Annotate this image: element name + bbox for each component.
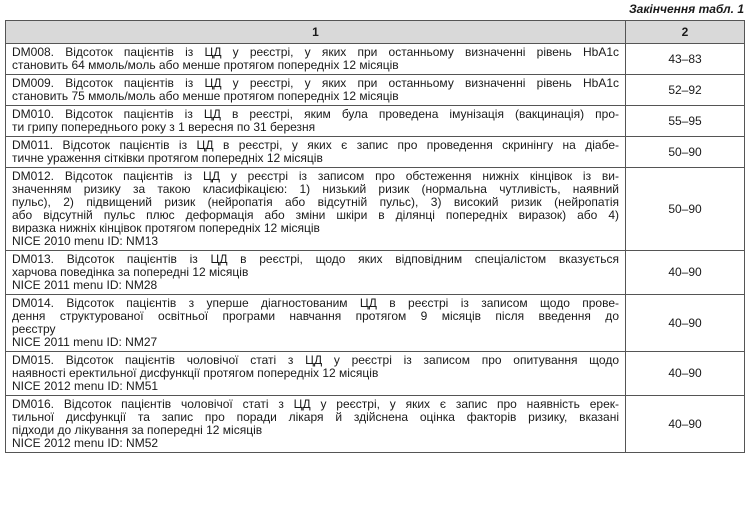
table-row	[6, 352, 745, 396]
indicator-description	[6, 396, 626, 453]
target-range: 40–90	[626, 251, 745, 295]
description-line: DM008. Відсоток пацієнтів із ЦД у реєстрі, у яких при останньому визначенні рівень HbA1c	[12, 46, 619, 59]
target-range: 40–90	[626, 295, 745, 352]
nice-menu-id: NICE 2012 menu ID: NM52	[12, 437, 159, 450]
table-row	[6, 75, 745, 106]
table-row	[6, 295, 745, 352]
description-line: становить 64 ммоль/моль або менше протягом попередніх 12 місяців	[12, 59, 399, 72]
table-row	[6, 106, 745, 137]
table-row	[6, 396, 745, 453]
nice-menu-id: NICE 2012 menu ID: NM51	[12, 380, 159, 393]
table-row	[6, 168, 745, 251]
indicator-description	[6, 75, 626, 106]
table-caption: Закінчення табл. 1	[628, 2, 744, 16]
description-line: підходи до лікування за попередні 12 місяців	[12, 424, 263, 437]
indicators-table	[5, 20, 745, 453]
table-body	[6, 44, 745, 453]
nice-menu-id: NICE 2011 menu ID: NM28	[12, 279, 158, 292]
column-header-2: 2	[626, 21, 745, 44]
indicator-description	[6, 251, 626, 295]
indicator-description	[6, 44, 626, 75]
description-line: DM013. Відсоток пацієнтів із ЦД в реєстрі, щодо яких відповідним спеціалістом вказується	[12, 253, 619, 266]
description-line: DM012. Відсоток пацієнтів із ЦД у реєстрі із записом про обстеження нижніх кінцівок із ви-	[12, 170, 619, 183]
description-line: харчова поведінка за попередні 12 місяців	[12, 266, 249, 279]
target-range: 52–92	[626, 75, 745, 106]
description-line: DM014. Відсоток пацієнтів з уперше діагностованим ЦД в реєстрі із записом щодо прове-	[12, 297, 619, 310]
description-line: наявності еректильної дисфункції протягом попередніх 12 місяців	[12, 367, 379, 380]
description-line: значенням ризику за такою класифікацією: 1) низький ризик (нормальна чутливість, наявний	[12, 183, 619, 196]
description-line: або відсутній пульс плюс деформація або зміни шкіри в ділянці попередніх виразок) або 4)	[12, 209, 619, 222]
description-line: тичне ураження сітківки протягом попередніх 12 місяців	[12, 152, 323, 165]
description-line: DM016. Відсоток пацієнтів чоловічої статі з ЦД у реєстрі, у яких є запис про наявність ерек-	[12, 398, 619, 411]
indicator-description	[6, 352, 626, 396]
description-line: тильної дисфункції та запис про поради лікаря й здійснена оцінка факторів ризику, вказані	[12, 411, 619, 424]
table-row	[6, 251, 745, 295]
description-line: DM010. Відсоток пацієнтів із ЦД в реєстрі, яким була проведена імунізація (вакцинація) про-	[12, 108, 619, 121]
description-line: становить 75 ммоль/моль або менше протягом попередніх 12 місяців	[12, 90, 399, 103]
column-header-1: 1	[6, 21, 626, 44]
table-row	[6, 137, 745, 168]
target-range: 40–90	[626, 396, 745, 453]
description-line: ти грипу попереднього року з 1 вересня по 31 березня	[12, 121, 316, 134]
nice-menu-id: NICE 2010 menu ID: NM13	[12, 235, 159, 248]
target-range: 43–83	[626, 44, 745, 75]
description-line: DM009. Відсоток пацієнтів із ЦД у реєстрі, у яких при останньому визначенні рівень HbA1c	[12, 77, 619, 90]
target-range: 50–90	[626, 137, 745, 168]
table-header-row	[6, 21, 745, 44]
indicator-description	[6, 137, 626, 168]
description-line: DM015. Відсоток пацієнтів чоловічої статі з ЦД у реєстрі із записом про опитування щодо	[12, 354, 619, 367]
indicator-description	[6, 168, 626, 251]
description-line: DM011. Відсоток пацієнтів із ЦД в реєстрі, у яких є запис про проведення скринінгу на діабе-	[12, 139, 619, 152]
description-line: виразка нижніх кінцівок протягом попередніх 12 місяців	[12, 222, 320, 235]
target-range: 50–90	[626, 168, 745, 251]
description-line: дення структурованої освітньої програми навчання протягом 9 місяців після введення до	[12, 310, 619, 323]
indicator-description	[6, 106, 626, 137]
nice-menu-id: NICE 2011 menu ID: NM27	[12, 336, 158, 349]
table-row	[6, 44, 745, 75]
target-range: 40–90	[626, 352, 745, 396]
description-line: пульс), 2) підвищений ризик (нейропатія або відсутній пульс), 3) високий ризик (нейропатія	[12, 196, 619, 209]
target-range: 55–95	[626, 106, 745, 137]
description-line: реєстру	[12, 323, 56, 336]
indicator-description	[6, 295, 626, 352]
